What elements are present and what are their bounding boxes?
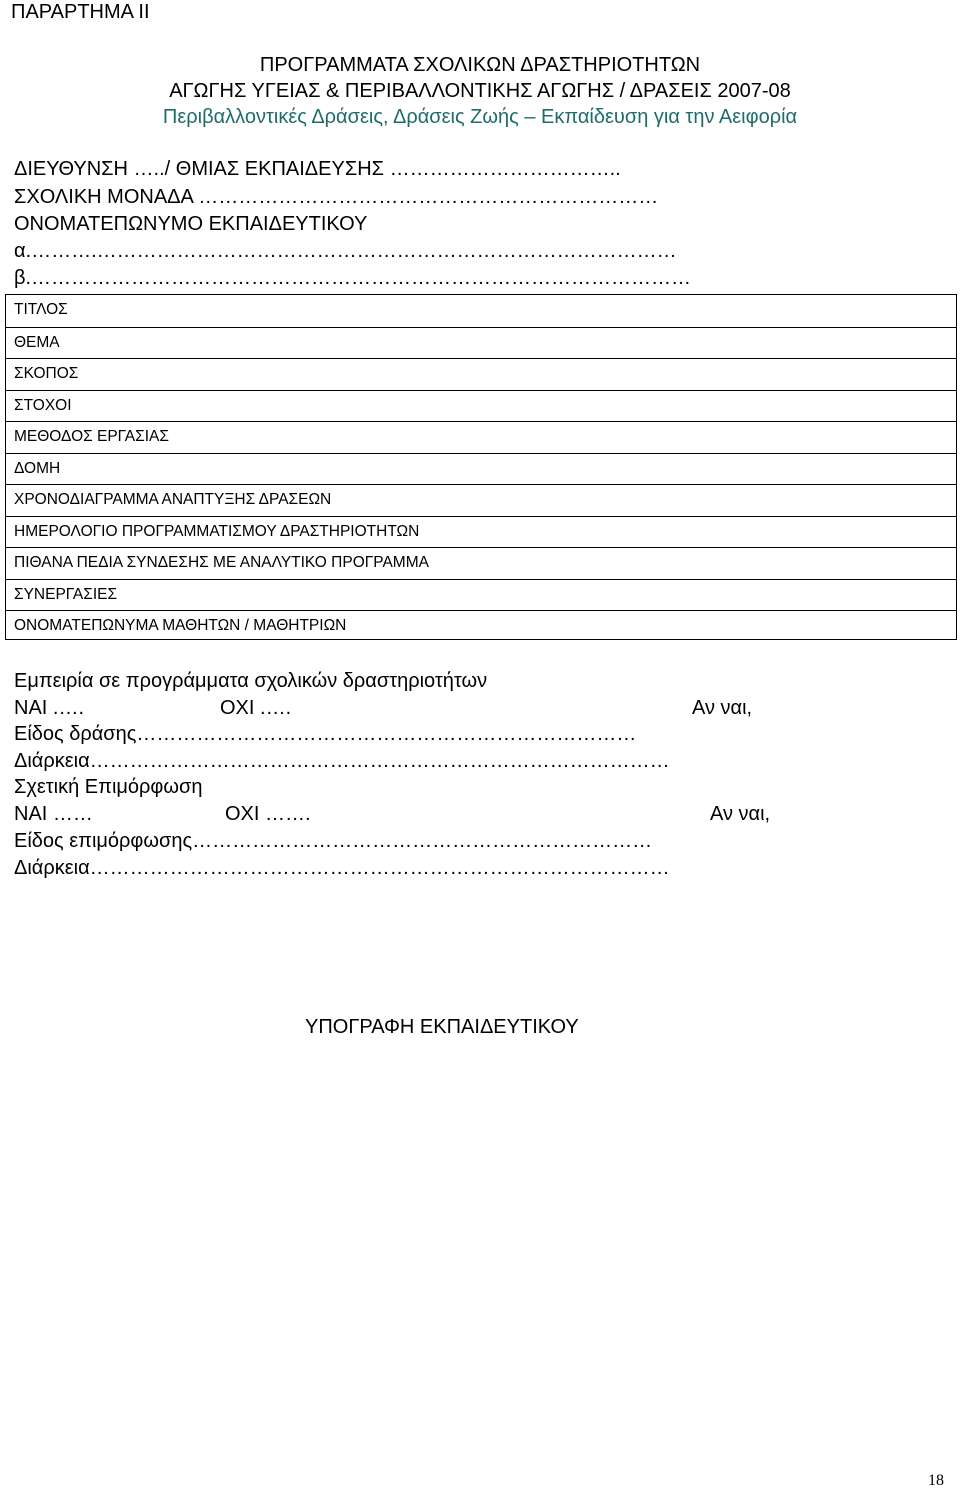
experience-yes: ΝΑΙ .…. — [14, 697, 85, 719]
table-row: ΟΝΟΜΑΤΕΠΩΝΥΜΑ ΜΑΘΗΤΩΝ / ΜΑΘΗΤΡΙΩΝ — [6, 610, 956, 642]
table-row: ΣΚΟΠΟΣ — [6, 358, 956, 390]
table-row: ΠΙΘΑΝΑ ΠΕΔΙΑ ΣΥΝΔΕΣΗΣ ΜΕ ΑΝΑΛΥΤΙΚΟ ΠΡΟΓΡΑΜΜΑ — [6, 547, 956, 579]
appendix-title: ΠΑΡΑΡΤΗΜΑ ΙΙ — [11, 1, 150, 23]
teacher-a-field: α.……….…………………………………………………………………………… — [14, 240, 677, 262]
table-row: ΔΟΜΗ — [6, 453, 956, 485]
teacher-signature-label: ΥΠΟΓΡΑΦΗ ΕΚΠΑΙΔΕΥΤΙΚΟΥ — [305, 1016, 579, 1038]
training-yes: ΝΑΙ …… — [14, 803, 93, 825]
program-details-table — [5, 294, 957, 640]
training-if-yes: Αν ναι, — [710, 803, 771, 825]
experience-no: ΟΧΙ .…. — [220, 697, 292, 719]
experience-heading: Εμπειρία σε προγράμματα σχολικών δραστηριοτήτων — [14, 670, 488, 692]
training-type-field: Είδος επιμόρφωσης…………………………………………………………… — [14, 830, 653, 852]
table-row: ΤΙΤΛΟΣ — [14, 301, 68, 318]
teacher-name-label: ΟΝΟΜΑΤΕΠΩΝΥΜΟ ΕΚΠΑΙΔΕΥΤΙΚΟΥ — [14, 213, 368, 235]
experience-if-yes: Αν ναι, — [692, 697, 753, 719]
action-duration-field: Διάρκεια…………………………………………………………………………… — [14, 750, 670, 772]
table-row: ΣΥΝΕΡΓΑΣΙΕΣ — [6, 579, 956, 611]
action-type-field: Είδος δράσης………………………………………………………………… — [14, 723, 637, 745]
page-number: 18 — [928, 1472, 944, 1489]
training-duration-field: Διάρκεια…………………………………………………………………………… — [14, 857, 670, 879]
training-heading: Σχετική Επιμόρφωση — [14, 776, 203, 798]
teacher-b-field: β.……………………………………………………………………………………… — [14, 267, 692, 289]
table-row: ΧΡΟΝΟΔΙΑΓΡΑΜΜΑ ΑΝΑΠΤΥΞΗΣ ΔΡΑΣΕΩΝ — [6, 484, 956, 516]
table-row: ΘΕΜΑ — [6, 327, 956, 359]
table-row: ΣΤΟΧΟΙ — [6, 390, 956, 422]
header-line-2: ΑΓΩΓΗΣ ΥΓΕΙΑΣ & ΠΕΡΙΒΑΛΛΟΝΤΙΚΗΣ ΑΓΩΓΗΣ / ΔΡΑΣΕΙΣ 2007-08 — [169, 80, 791, 102]
training-no: ΟΧΙ ……. — [225, 803, 311, 825]
table-row: ΗΜΕΡΟΛΟΓΙΟ ΠΡΟΓΡΑΜΜΑΤΙΣΜΟΥ ΔΡΑΣΤΗΡΙΟΤΗΤΩΝ — [6, 516, 956, 548]
table-row: ΜΕΘΟΔΟΣ ΕΡΓΑΣΙΑΣ — [6, 421, 956, 453]
header-line-1: ΠΡΟΓΡΑΜΜΑΤΑ ΣΧΟΛΙΚΩΝ ΔΡΑΣΤΗΡΙΟΤΗΤΩΝ — [259, 54, 701, 76]
school-unit-field: ΣΧΟΛΙΚΗ ΜΟΝΑΔΑ …………………………………………………………… — [14, 186, 659, 208]
direction-field: ΔΙΕΥΘΥΝΣΗ …../ ΘΜΙΑΣ ΕΚΠΑΙΔΕΥΣΗΣ …………………………….. — [14, 158, 621, 180]
header-line-3: Περιβαλλοντικές Δράσεις, Δράσεις Ζωής – Εκπαίδευση για την Αειφορία — [162, 106, 798, 128]
